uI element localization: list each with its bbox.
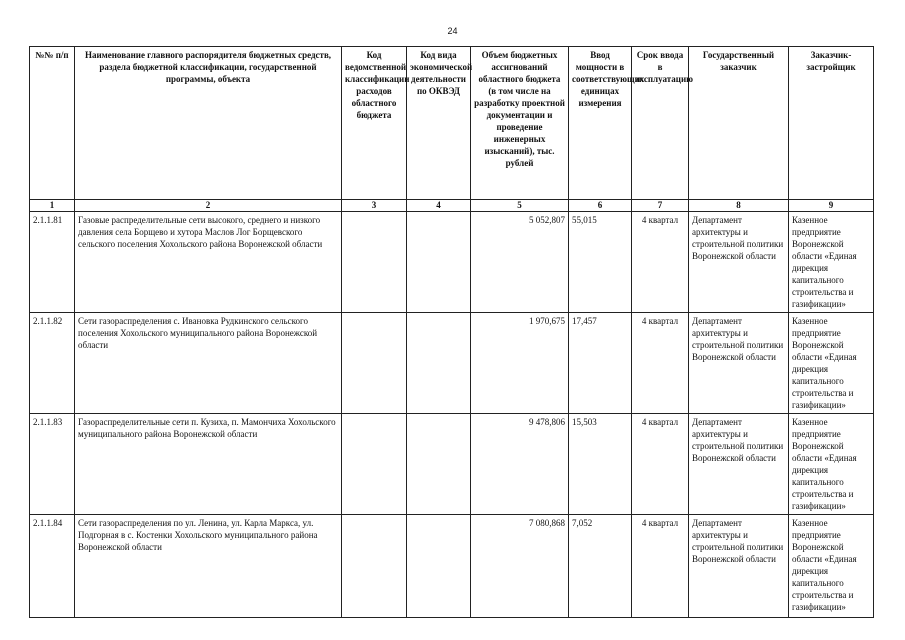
- header-cell: Наименование главного распорядителя бюджетных средств, раздела бюджетной классификации, государственной программы, объекта: [75, 47, 342, 200]
- object-name: Газовые распределительные сети высокого, среднего и низкого давления села Борщево и хутора Маслов Лог Борщевского сельского поселения Хохольского района Воронежской области: [75, 212, 342, 313]
- budget-amount: 7 080,868: [471, 515, 569, 618]
- page-number: 24: [447, 26, 458, 36]
- column-number: 4: [407, 200, 471, 212]
- row-number: 2.1.1.81: [30, 212, 75, 313]
- column-number: 2: [75, 200, 342, 212]
- capacity-value: 7,052: [569, 515, 632, 618]
- header-cell: Срок ввода в эксплуатацию: [632, 47, 689, 200]
- column-number: 7: [632, 200, 689, 212]
- header-cell: Ввод мощности в соответствующих единицах измерения: [569, 47, 632, 200]
- column-number: 8: [689, 200, 789, 212]
- object-name: Сети газораспределения по ул. Ленина, ул. Карла Маркса, ул. Подгорная в с. Костенки Хохольского муниципального района Воронежской области: [75, 515, 342, 618]
- row-number: 2.1.1.83: [30, 414, 75, 515]
- dept-code: [342, 414, 407, 515]
- column-number: 5: [471, 200, 569, 212]
- column-number-row: [30, 200, 874, 212]
- capacity-value: 17,457: [569, 313, 632, 414]
- column-number: 3: [342, 200, 407, 212]
- header-cell: Заказчик-застройщик: [789, 47, 874, 200]
- budget-table: [29, 46, 874, 618]
- header-row: [30, 47, 874, 200]
- capacity-value: 55,015: [569, 212, 632, 313]
- state-customer: Департамент архитектуры и строительной политики Воронежской области: [689, 515, 789, 618]
- okved-code: [407, 313, 471, 414]
- state-customer: Департамент архитектуры и строительной политики Воронежской области: [689, 313, 789, 414]
- customer-developer: Казенное предприятие Воронежской области «Единая дирекция капитального строительства и газификации»: [789, 212, 874, 313]
- dept-code: [342, 515, 407, 618]
- commissioning-term: 4 квартал: [632, 313, 689, 414]
- commissioning-term: 4 квартал: [632, 515, 689, 618]
- row-number: 2.1.1.82: [30, 313, 75, 414]
- commissioning-term: 4 квартал: [632, 212, 689, 313]
- capacity-value: 15,503: [569, 414, 632, 515]
- table-row: [30, 313, 874, 414]
- column-number: 1: [30, 200, 75, 212]
- table-row: [30, 212, 874, 313]
- column-number: 6: [569, 200, 632, 212]
- dept-code: [342, 313, 407, 414]
- row-number: 2.1.1.84: [30, 515, 75, 618]
- customer-developer: Казенное предприятие Воронежской области «Единая дирекция капитального строительства и газификации»: [789, 313, 874, 414]
- budget-amount: 9 478,806: [471, 414, 569, 515]
- okved-code: [407, 212, 471, 313]
- column-number: 9: [789, 200, 874, 212]
- table-row: [30, 414, 874, 515]
- header-cell: Код вида экономической деятельности по ОКВЭД: [407, 47, 471, 200]
- budget-amount: 5 052,807: [471, 212, 569, 313]
- object-name: Сети газораспределения с. Ивановка Рудкинского сельского поселения Хохольского муниципального района Воронежской области: [75, 313, 342, 414]
- object-name: Газораспределительные сети п. Кузиха, п. Мамончиха Хохольского муниципального района Воронежской области: [75, 414, 342, 515]
- header-cell: Код ведомственной классификации расходов областного бюджета: [342, 47, 407, 200]
- state-customer: Департамент архитектуры и строительной политики Воронежской области: [689, 414, 789, 515]
- budget-amount: 1 970,675: [471, 313, 569, 414]
- okved-code: [407, 515, 471, 618]
- table-row: [30, 515, 874, 618]
- dept-code: [342, 212, 407, 313]
- header-cell: №№ п/п: [30, 47, 75, 200]
- header-cell: Объем бюджетных ассигнований областного бюджета (в том числе на разработку проектной документации и проведение инженерных изысканий), тыс. рублей: [471, 47, 569, 200]
- customer-developer: Казенное предприятие Воронежской области «Единая дирекция капитального строительства и газификации»: [789, 515, 874, 618]
- customer-developer: Казенное предприятие Воронежской области «Единая дирекция капитального строительства и газификации»: [789, 414, 874, 515]
- okved-code: [407, 414, 471, 515]
- state-customer: Департамент архитектуры и строительной политики Воронежской области: [689, 212, 789, 313]
- header-cell: Государственный заказчик: [689, 47, 789, 200]
- commissioning-term: 4 квартал: [632, 414, 689, 515]
